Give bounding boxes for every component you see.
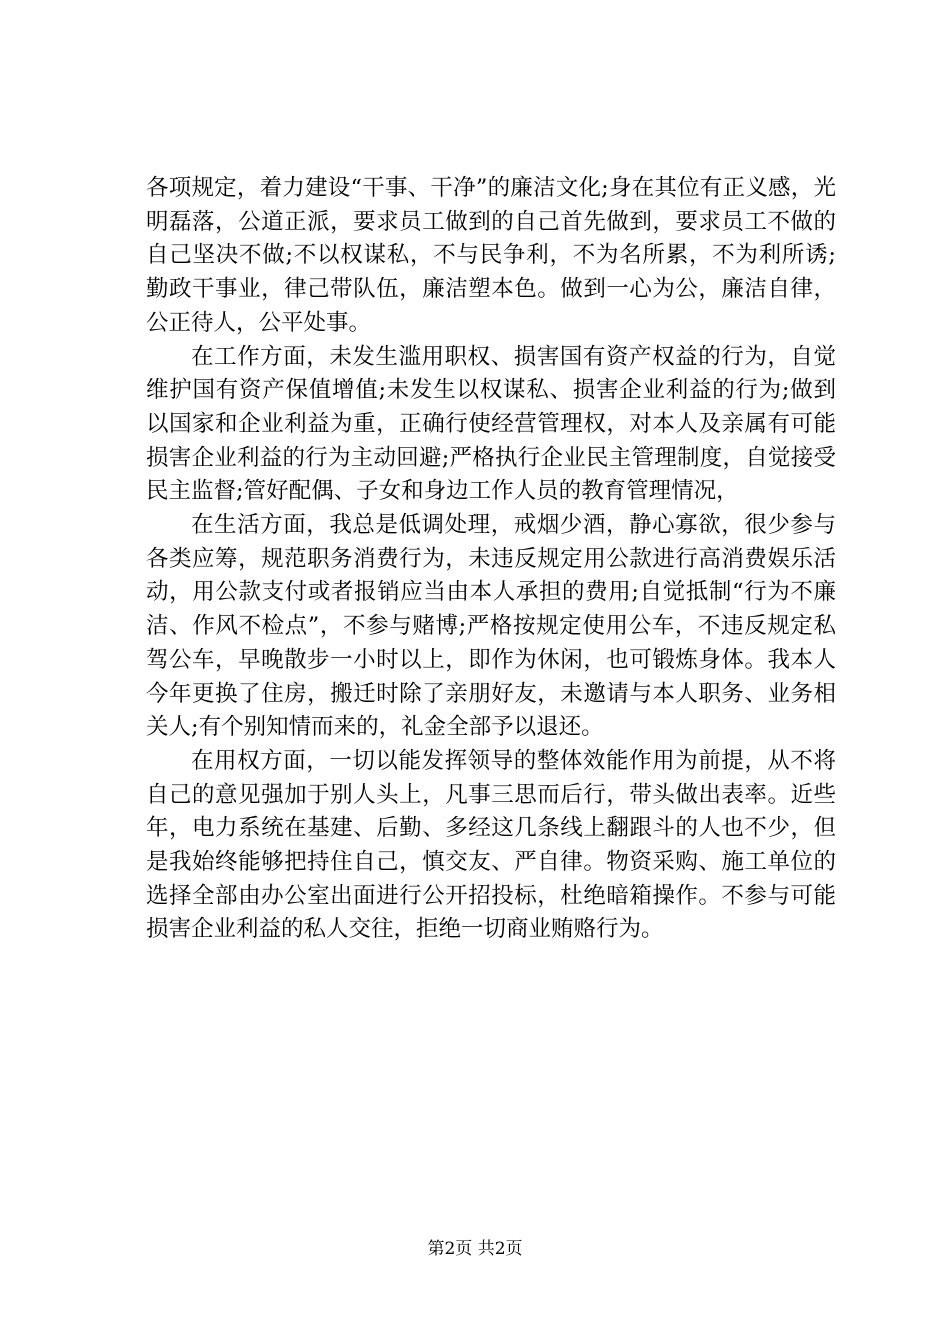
- paragraph-4: 在用权方面，一切以能发挥领导的整体效能作用为前提，从不将自己的意见强加于别人头上，凡事三思而后行，带头做出表率。近些年，电力系统在基建、后勤、多经这几条线上翻跟斗的人也不少，但是我始终能够把持住自己，慎交友、严自律。物资采购、施工单位的选择全部由办公室出面进行公开招投标，杜绝暗箱操作。不参与可能损害企业利益的私人交往，拒绝一切商业贿赂行为。: [146, 747, 836, 943]
- paragraph-2: 在工作方面，未发生滥用职权、损害国有资产权益的行为，自觉维护国有资产保值增值;未发生以权谋私、损害企业利益的行为;做到以国家和企业利益为重，正确行使经营管理权，对本人及亲属有可能损害企业利益的行为主动回避;严格执行企业民主管理制度，自觉接受民主监督;管好配偶、子女和身边工作人员的教育管理情况，: [146, 343, 836, 505]
- document-body: [146, 172, 836, 947]
- page-footer: 第2页 共2页: [427, 1239, 523, 1259]
- paragraph-3: 在生活方面，我总是低调处理，戒烟少酒，静心寡欲，很少参与各类应筹，规范职务消费行为，未违反规定用公款进行高消费娱乐活动，用公款支付或者报销应当由本人承担的费用;自觉抵制“行为不廉洁、作风不检点”，不参与赌博;严格按规定使用公车，不违反规定私驾公车，早晚散步一小时以上，即作为休闲，也可锻炼身体。我本人今年更换了住房，搬迁时除了亲朋好友，未邀请与本人职务、业务相关人;有个别知情而来的，礼金全部予以退还。: [146, 512, 836, 741]
- paragraph-1: 各项规定，着力建设“干事、干净”的廉洁文化;身在其位有正义感，光明磊落，公道正派，要求员工做到的自己首先做到，要求员工不做的自己坚决不做;不以权谋私，不与民争利，不为名所累，不为利所诱;勤政干事业，律己带队伍，廉洁塑本色。做到一心为公，廉洁自律，公正待人，公平处事。: [146, 175, 836, 336]
